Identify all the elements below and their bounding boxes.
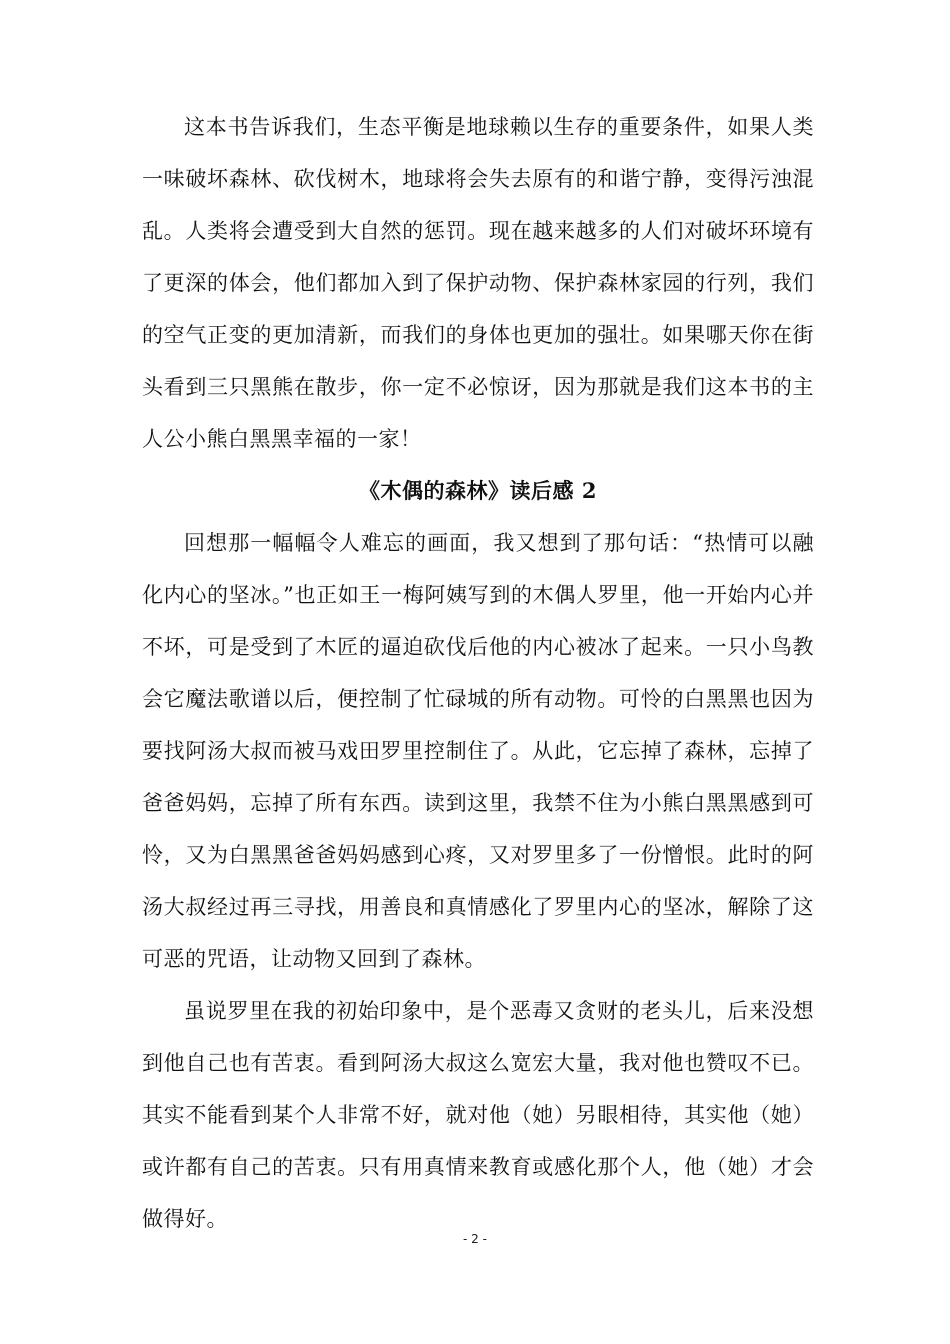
paragraph-recollection: 回想那一幅幅令人难忘的画面，我又想到了那句话：“热情可以融化内心的坚冰。”也正如王一梅阿姨写到的木偶人罗里，他一开始内心并不坏，可是受到了木匠的逼迫砍伐后他的内心被冰了起来。一只小鸟教会它魔法歌谱以后，便控制了忙碌城的所有动物。可怜的白黑黑也因为要找阿汤大叔而被马戏田罗里控制住了。从此，它忘掉了森林，忘掉了爸爸妈妈，忘掉了所有东西。读到这里，我禁不住为小熊白黑黑感到可怜，又为白黑黑爸爸妈妈感到心疼，又对罗里多了一份憎恨。此时的阿汤大叔经过再三寻找，用善良和真情感化了罗里内心的坚冰，解除了这可恶的咒语，让动物又回到了森林。 xyxy=(142,531,814,971)
document-body xyxy=(142,101,814,1245)
page-number: - 2 - xyxy=(463,1232,487,1246)
paragraph-ecology: 这本书告诉我们，生态平衡是地球赖以生存的重要条件，如果人类一味破坏森林、砍伐树木，地球将会失去原有的和谐宁静，变得污浊混乱。人类将会遭受到大自然的惩罚。现在越来越多的人们对破坏环境有了更深的体会，他们都加入到了保护动物、保护森林家园的行列，我们的空气正变的更加清新，而我们的身体也更加的强壮。如果哪天你在街头看到三只黑熊在散步，你一定不必惊讶，因为那就是我们这本书的主人公小熊白黑黑幸福的一家！ xyxy=(142,115,814,451)
section-heading: 《木偶的森林》读后感 2 xyxy=(359,478,597,503)
paragraph-reflection: 虽说罗里在我的初始印象中，是个恶毒又贪财的老头儿，后来没想到他自己也有苦衷。看到阿汤大叔这么宽宏大量，我对他也赞叹不已。其实不能看到某个人非常不好，就对他（她）另眼相待，其实他（她）或许都有自己的苦衷。只有用真情来教育或感化那个人，他（她）才会做得好。 xyxy=(142,999,814,1231)
